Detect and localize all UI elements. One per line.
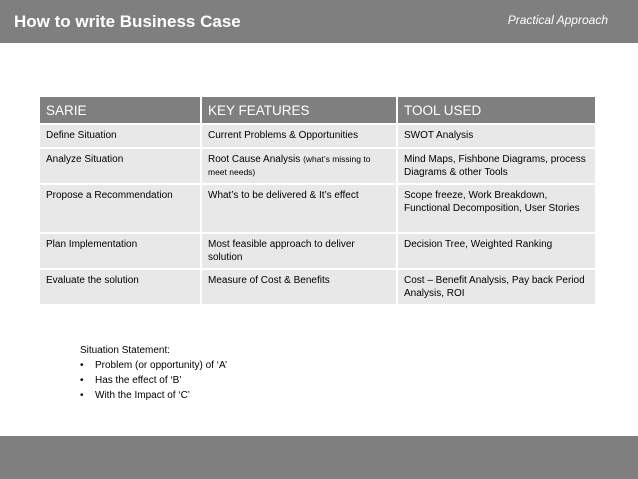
page-subtitle: Practical Approach [507,13,608,27]
cell-sarie: Evaluate the solution [40,269,201,304]
bullet-icon: • [80,390,84,401]
feature-text: Most feasible approach to deliver solution [208,239,355,263]
column-header-key-features: KEY FEATURES [201,97,397,124]
situation-statement [80,343,227,403]
cell-tool: Mind Maps, Fishbone Diagrams, process Diagrams & other Tools [397,148,595,184]
cell-tool: Cost – Benefit Analysis, Pay back Period Analysis, ROI [397,269,595,304]
table-row [40,269,595,304]
title-bar [0,0,638,43]
column-header-tool-used: TOOL USED [397,97,595,124]
sarie-table [40,97,595,304]
bullet-icon: • [80,360,84,371]
page-title: How to write Business Case [14,12,241,31]
list-item [80,358,227,373]
column-header-sarie: SARIE [40,97,201,124]
bullet-icon: • [80,375,84,386]
feature-text: What’s to be delivered & It’s effect [208,190,359,201]
table-row [40,184,595,233]
cell-sarie: Propose a Recommendation [40,184,201,233]
cell-sarie: Define Situation [40,124,201,148]
table-row [40,233,595,269]
table-row [40,124,595,148]
feature-text: Measure of Cost & Benefits [208,275,330,286]
cell-tool: Scope freeze, Work Breakdown, Functional Decomposition, User Stories [397,184,595,233]
list-item [80,388,227,403]
list-item-text: With the Impact of ‘C’ [95,390,191,401]
list-item [80,373,227,388]
cell-tool: SWOT Analysis [397,124,595,148]
list-item-text: Problem (or opportunity) of ‘A’ [95,360,228,371]
statement-list [80,358,227,403]
cell-feature [201,148,397,184]
cell-feature [201,233,397,269]
cell-tool: Decision Tree, Weighted Ranking [397,233,595,269]
table-row [40,148,595,184]
cell-feature [201,124,397,148]
feature-text: Root Cause Analysis [208,154,304,165]
cell-feature [201,269,397,304]
list-item-text: Has the effect of ‘B’ [95,375,182,386]
table-header-row [40,97,595,124]
feature-text: Current Problems & Opportunities [208,130,359,141]
statement-heading: Situation Statement: [80,345,171,356]
cell-feature [201,184,397,233]
footer-bar [0,436,638,479]
feature-note: (what’s missing to meet needs) [208,154,371,177]
cell-sarie: Analyze Situation [40,148,201,184]
cell-sarie: Plan Implementation [40,233,201,269]
